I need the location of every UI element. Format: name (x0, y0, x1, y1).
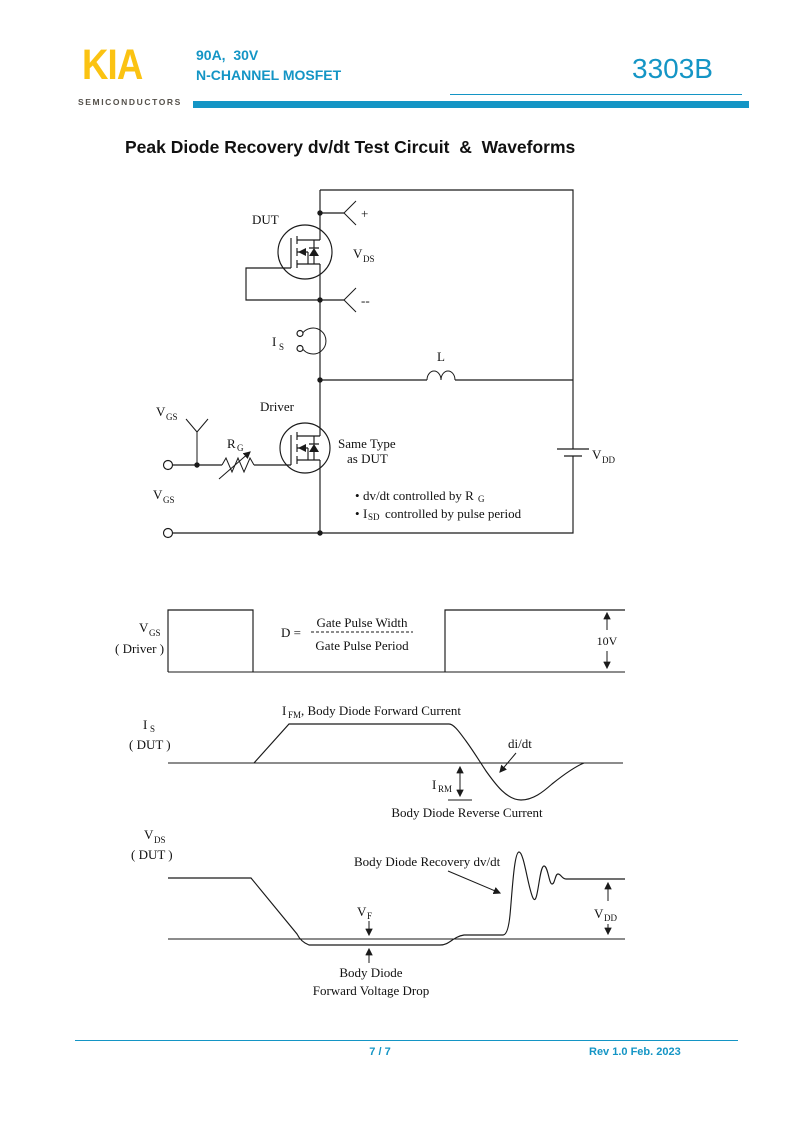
driver-label: Driver (260, 399, 294, 414)
part-number: 3303B (632, 53, 713, 84)
same-type-line1: Same Type (338, 436, 396, 451)
footer-rule (75, 1040, 738, 1041)
waveform-is-dut (129, 703, 623, 820)
page-title: Peak Diode Recovery dv/dt Test Circuit & Waveforms (125, 137, 576, 157)
rg-label: R (227, 436, 236, 451)
minus-probe-icon (344, 288, 356, 312)
vf-label: V (357, 904, 367, 919)
didt-label: di/dt (508, 736, 532, 751)
inductor-symbol (427, 371, 455, 380)
vgs-probe-icon (186, 419, 208, 465)
ifm-label-rest: , Body Diode Forward Current (301, 703, 461, 718)
terminal-circle (164, 529, 173, 538)
duty-denominator: Gate Pulse Period (315, 638, 409, 653)
junction-dot (194, 462, 199, 467)
note2-sub: SD (368, 512, 380, 522)
inductor-label: L (437, 349, 445, 364)
w1-sublabel: ( Driver ) (115, 641, 165, 656)
w1-label: V (139, 620, 149, 635)
vf-label-sub: F (367, 911, 373, 921)
rating-line: 90A, 30V (196, 47, 259, 63)
note1-bullet: • (355, 488, 360, 503)
waveform-vgs-driver (115, 610, 625, 672)
recovery-label: Body Diode Recovery dv/dt (354, 854, 501, 869)
vgs-probe-label: V (156, 404, 166, 419)
irm-label: I (432, 777, 437, 792)
junction-dot (317, 530, 322, 535)
vds-label: V (353, 246, 363, 261)
junction-dot (317, 210, 322, 215)
test-circuit (153, 190, 615, 538)
irm-label-sub: RM (438, 784, 453, 794)
revision-label: Rev 1.0 Feb. 2023 (589, 1046, 681, 1058)
junction-dot (317, 377, 322, 382)
w3-sublabel: ( DUT ) (131, 847, 173, 862)
reverse-current-label: Body Diode Reverse Current (391, 805, 543, 820)
ifm-label: I (282, 703, 287, 718)
duty-numerator: Gate Pulse Width (316, 615, 408, 630)
logo-subtext: SEMICONDUCTORS (78, 97, 182, 107)
plus-label: + (361, 206, 369, 221)
amplitude-label: 10V (596, 634, 618, 648)
page-number: 7 / 7 (369, 1046, 391, 1058)
vgs-source-label-sub: GS (163, 495, 175, 505)
same-type-line2: as DUT (347, 451, 388, 466)
note1-text: dv/dt controlled by R (363, 488, 474, 503)
vdd-label-sub: DD (602, 455, 615, 465)
kia-logo: KIA (82, 41, 143, 89)
w3-label-sub: DS (154, 835, 166, 845)
gate-resistor-symbol (219, 452, 254, 479)
waveform-vds-dut (131, 827, 625, 998)
battery-symbol (557, 449, 589, 456)
drop-label-line1: Body Diode (339, 965, 403, 980)
is-label-sub: S (279, 342, 285, 352)
note1-sub: G (478, 494, 485, 504)
probe-symbols (186, 201, 356, 465)
w3-vdd-label: V (594, 906, 604, 921)
device-type-line: N-CHANNEL MOSFET (196, 67, 342, 83)
is-current-trace (254, 724, 584, 800)
w2-label-sub: S (150, 724, 156, 734)
vds-label-sub: DS (363, 254, 375, 264)
recovery-arrow (448, 871, 500, 893)
w2-label: I (143, 717, 148, 732)
dut-label: DUT (252, 212, 279, 227)
vgs-probe-label-sub: GS (166, 412, 178, 422)
circuit-wiring (173, 190, 573, 533)
terminal-circle (164, 461, 173, 470)
current-probe-symbol (297, 328, 326, 354)
junction-dot (317, 297, 322, 302)
vdd-label: V (592, 447, 602, 462)
w3-label: V (144, 827, 154, 842)
note2-text: controlled by pulse period (385, 506, 522, 521)
w3-vdd-label-sub: DD (604, 913, 617, 923)
w1-label-sub: GS (149, 628, 161, 638)
minus-label: -- (361, 293, 370, 308)
drop-label-line2: Forward Voltage Drop (312, 983, 430, 998)
is-label: I (272, 334, 277, 349)
w2-sublabel: ( DUT ) (129, 737, 171, 752)
ifm-label-sub: FM (288, 710, 302, 720)
note2-bullet: • (355, 506, 360, 521)
rg-label-sub: G (237, 443, 244, 453)
duty-lhs: D = (281, 625, 301, 640)
note2-text-i: I (363, 506, 368, 521)
plus-probe-icon (344, 201, 356, 225)
vgs-source-label: V (153, 487, 163, 502)
